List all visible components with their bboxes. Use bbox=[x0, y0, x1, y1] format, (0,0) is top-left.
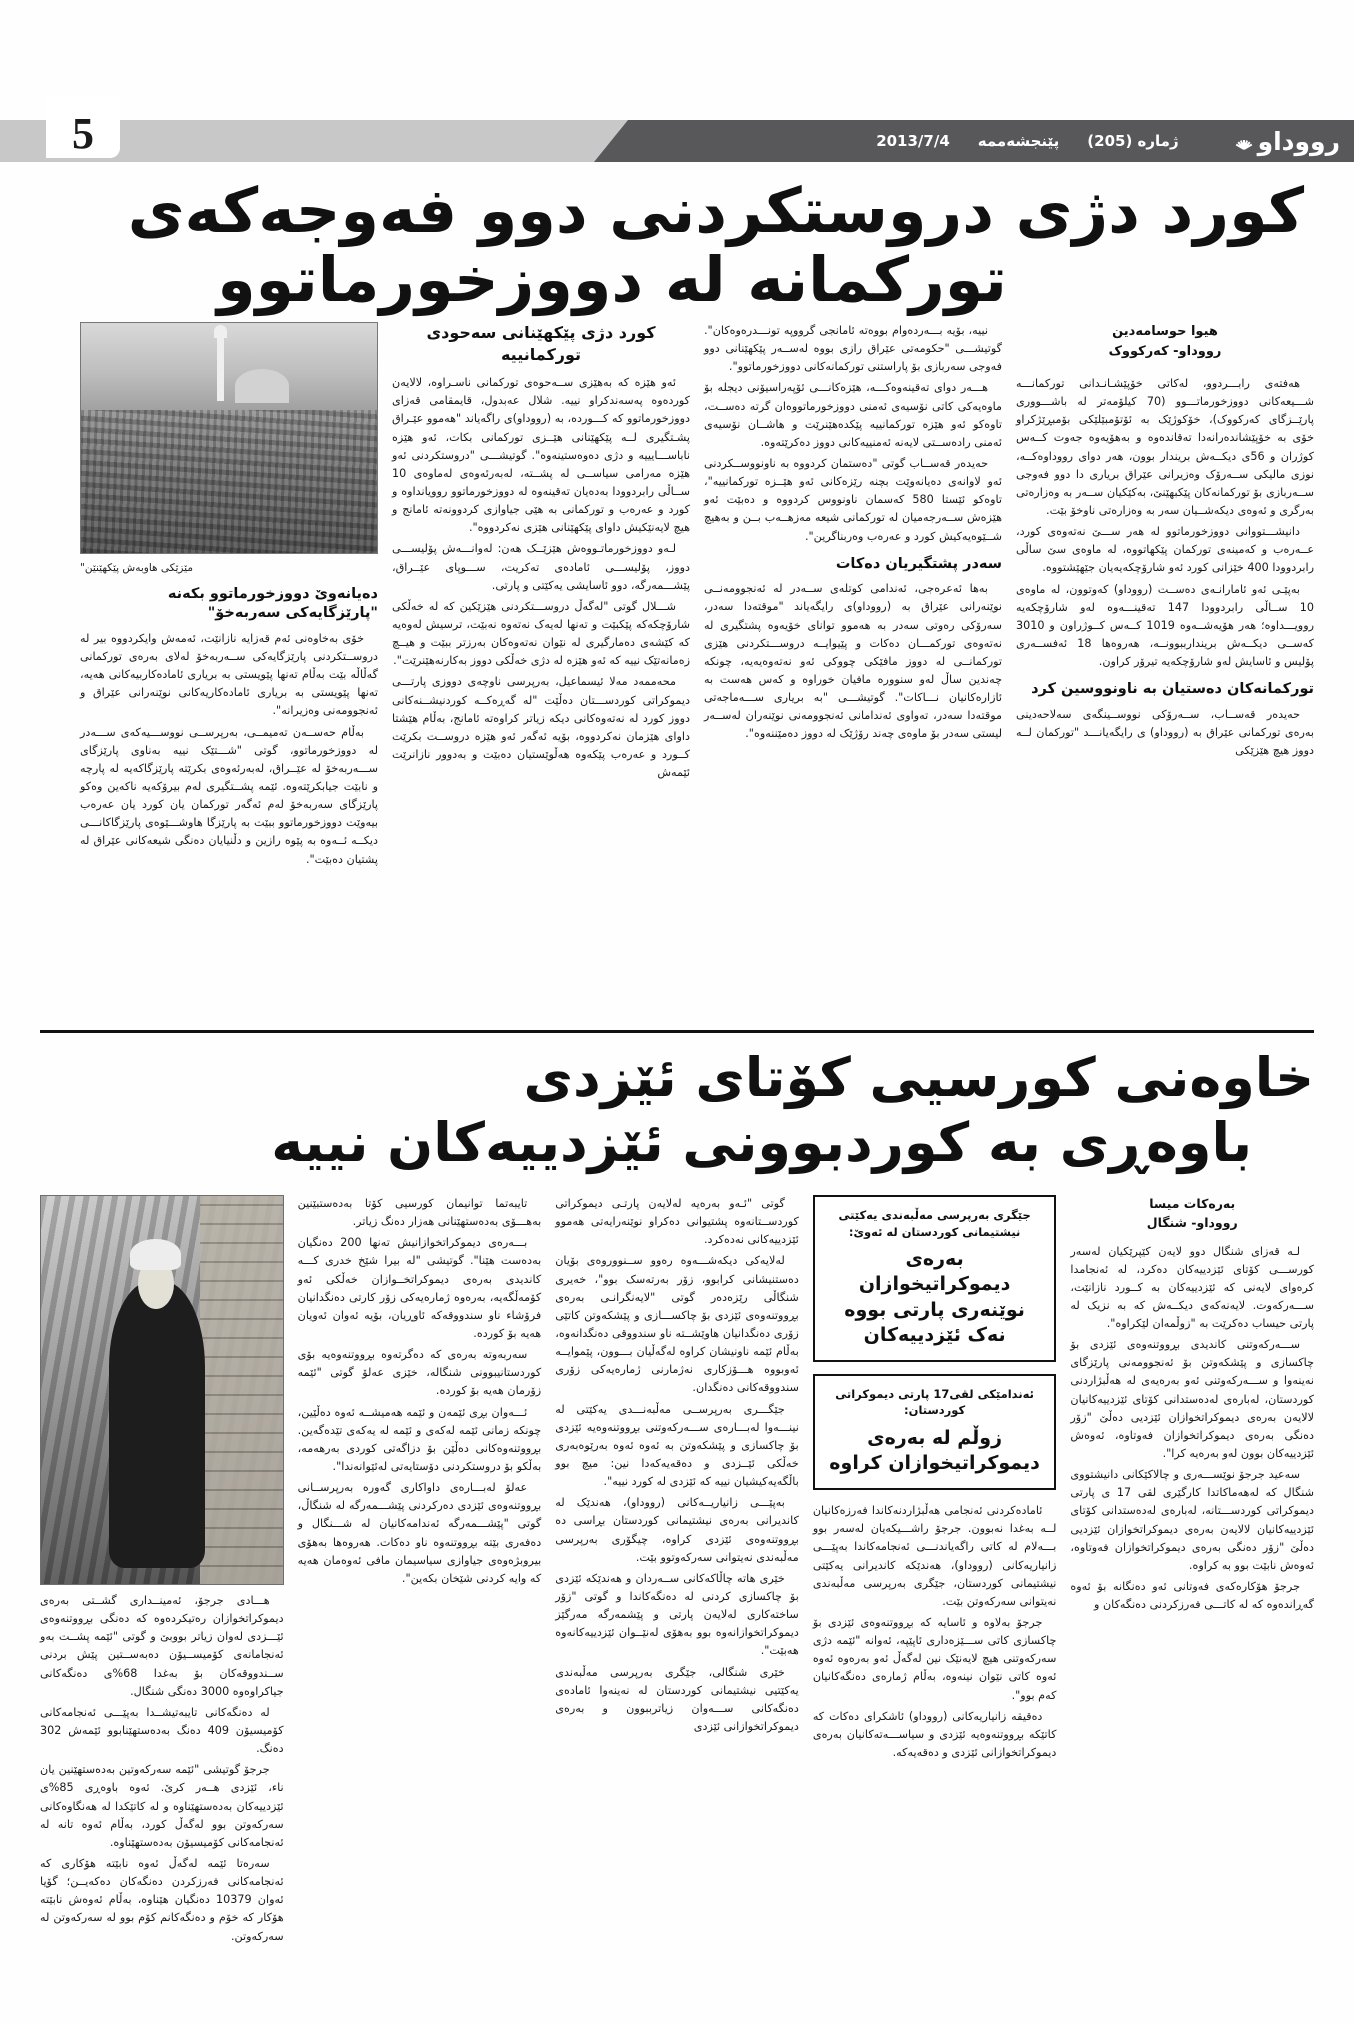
page-number-badge bbox=[46, 96, 120, 158]
article1-subhead-sadr: سەدر پشتگیریان دەکات bbox=[835, 555, 1002, 572]
paragraph: ئـــەوان بڕی ئێمەن و ئێمە ھەمیشــە ئەوە دەڵێین، چونکە زمانی ئێمە لەکەی و ئێمە لە یەکەی تێدەگەین. بڕووتنەوەکانی دەڵێن بۆ دزاگەتی کوردی بەرھەمە، بەڵکو بۆ دروستکردنی دۆستایەتی لەئێوانەندا". bbox=[297, 1405, 542, 1473]
paragraph: بەڵام حەســەن تەمیمــی، بەرپرســی نووســـیەکەی ســـەدر لە دووزخورماتوو، گوتی "شـــتێک نییە بەناوی پارێزگای ســـەربەخۆ لە عێــراق، لەبەرئەوەی بکرێتە پارێزگاکەیە لە پارچە و نابێت جیابکرێتەوە. ئێمە پشــتگیری لەم بیرۆکەیە ناکەین وەکو پارێزگای سەربەخۆ لەم ئەگەر تورکمان یان کورد یان عەرەب بیەوێت دووزخورماتوو ببێت بە پارێزگا ھاوشـــێوەی پارێزگاکانـــی دیکــە ئــەوە بە پێوە رازین و دڵنیایان دەنگی شیعەکانی عێراق لە پشتیان دەبێت". bbox=[80, 725, 378, 866]
paragraph: بەپێـی ئەو ئامارانـەی دەســت (رووداو) کەوتوون، لە ماوەی 10 ســاڵی رابردوودا 147 تەقینـــەوە لەو شارۆچکەیە روویـــداوە؛ ھەر ھۆیەشــەوە 1019 کــەس کــوژراون و 3010 کەســی دیکــەش بریندارببوونــە، ھەروەھا 18 ئەفســەری پۆلیس و ئاسایش لەو شارۆچکەیە تیرۆر کراون. bbox=[1016, 582, 1315, 669]
paragraph: لە دەنگەکانی تایبەتیشــدا بەپێـــی ئەنجامەکانی کۆمیسیۆن 409 دەنگ بەدەستهێنابوو ئێمەش 302 دەنگ. bbox=[40, 1705, 284, 1756]
paragraph: تایبەتما توانیمان کورسیی کۆتا بەدەستبێنین بەھـــۆی بەدەستهێنانی ھەزار دەنگ زیاتر. bbox=[297, 1197, 542, 1229]
paragraph: بـــەرەی دیموکراتخوازانیش تەنها 200 دەنگیان بەدەست هێنا". گوتیشی "لە بیرا شێخ خدری کـــە کاندیدی بەرەی دیموکراتخــوازان خەڵکی ئەو کۆمەڵگەیە، بەرەوە ژمارەیەکی زۆر کارتی دەنگدانیان فرۆشاء ناو سندووقەکە ئاوڕیان، بۆیە ئەوان ئەویان ھەیە بۆ کوردە. bbox=[297, 1236, 542, 1340]
paragraph: دانیشـــتووانی دووزخورماتوو لە ھەر ســـێ نەتەوەی کورد، عــەرەب و کەمینەی تورکمان پێکهاتووە، لە ماوەی سێ ساڵی رابردوودا 400 خێزانی کورد ئەو شارۆچکەیەیان جێهێشتووە. bbox=[1016, 525, 1314, 575]
paragraph: سەربەوتە بەرەی کە دەگرتەوە بڕووتنەوەیە بۆی کوردستانیبوونی شنگالە، خێزی عەلۆ گوتی "ئێمە زۆرمان ھەیە بۆ کوردە. bbox=[297, 1348, 542, 1398]
figure-turban-shape bbox=[130, 1239, 181, 1270]
paragraph: خۆی بەخاوەنی ئەم قەزایە نازانێت، ئەمەش وایکردووە بیر لە دروســتکردنی پارێزگایەکی ســەربەخۆ لەلای بەرەی تورکمانی گەڵاڵە بێت بەڵام تەنها پێویستی بە بریاری ئامادەکاربیەکانی ھەیە، تەنها پێویستی بە بریاری ئامادەکاریەکانی نوێنەرانی عێراق و ئەنجوومەنی وەزیرانە". bbox=[80, 631, 378, 718]
page-number: 5 bbox=[72, 109, 94, 158]
article1-col2-text bbox=[704, 322, 1002, 546]
article1-byline bbox=[1016, 322, 1314, 361]
article1-photo-caption: مێزێکی هاوبەش پێکهێنێن" bbox=[80, 562, 193, 574]
paragraph: حەیدەر قەســاب گوتی "دەستمان کردووە بە ناونووســکردنی ئەو لاوانەی دەیانەوێت بچنە رێزەکانی ئەو ھێــزە تورکمانییە"، تاوەکو ئێستا 580 کەسمان ناونووس کردووە و دەبێت ئەو ھێزەش ســەرجەمیان لە تورکمانی شیعە مەزھــەب بــن و بەھیچ شــێوەیەکیش کورد و عەرەب وەربناگرین". bbox=[704, 456, 1003, 543]
pullquote2-kicker: ئەندامێکی لقی17 پارتی دیموکراتی کوردستان: bbox=[835, 1386, 1034, 1418]
article1-subhead-province: دەیانەوێ دووزخورماتوو بکەنە "پارێزگایەکی سەربەخۆ" bbox=[167, 585, 378, 622]
article2-column-2 bbox=[813, 1195, 1057, 1949]
paragraph: لـەو دووزخورماتـووەش ھێزێــک ھەن: لەوانـــەش پۆلیســـی دووز، پۆلیســـی ئامادەی تەکریت، ســـوپای عێــراق، پێشـــمەرگە، دوو ئاسایشی یەکێتی و پارتی. bbox=[392, 542, 690, 592]
article2-headline-line2: باوەڕی بە کوردبوونی ئێزدییەکان نییە bbox=[271, 1110, 1252, 1174]
article1-subhead-registration: تورکمانەکان دەستیان بە ناونووسین کرد bbox=[1031, 681, 1314, 698]
byline-org: رووداو- شنگال bbox=[1146, 1214, 1238, 1230]
article1-headline-line2: تورکمانە لە دووزخورماتوو bbox=[217, 243, 1007, 317]
paragraph: ســـەرکەوتنی کاندیدی بڕووتنەوەی ئێزدی بۆ چاکسازی و پێشکەوتن بۆ ئەنجوومەنی پارێزگای نەینەوا و ســـەرکەوتنی ئەو بەرەیەی لە ھەڵبژاردنی کوردستان، لەبارەی لەدەستدانی کۆتای ئێزدییەکانیان لالایەن بەرەی دیموکراتخوازان ئێزدیی دەڵێ "زۆر دەنگی بەرەی دیموکراتخوازان فەوتاوە، ئەوەش ئێزدییەکان بوون لەو بەرەیە کرا". bbox=[1070, 1338, 1314, 1461]
article1-body bbox=[40, 322, 1315, 866]
paragraph: سەعید جرجۆ نوێســـەری و چالاکێکانی دانیشتووی شنگال کە لەھەماکاتدا کارگێری لقی 17 ی پارتی دیموکراتی کوردســـتانە، لەبارەی لەدەستدانی کۆتای ئێزدییەکانیان لالایەن بەرەی دیموکراتخوازان ئێزدیی دەڵێ "زۆر دەنگی بەرەی دیموکراتخوازان فەوتاوە، ئەوەش نابێت بوو بە کراوە. bbox=[1070, 1468, 1314, 1572]
article2-column-5 bbox=[40, 1195, 284, 1949]
article1-col3-heading: کورد دژی پێکهێنانی سەحودی تورکمانییە bbox=[426, 323, 656, 364]
paragraph: بەپێـــی زانیاریــەکانی (رووداو)، ھەندێک لە کاندیرانی بەرەی نیشتیمانی کوردستان بڕاسی دە بڕووتنەوەی ئێزدی کراوە، چیگۆری بەرپرسی مەڵبەندی نەیتوانی سەرکەوتوو بێت. bbox=[555, 1496, 799, 1564]
issue-number: ژماره (205) bbox=[1087, 132, 1179, 150]
paragraph: هەفتەی رابـــردوو، لەکاتی خۆپێشـانـدانی تورکمانـــە شـــیعەکانی دووزخورماتـــوو (70 کیلۆمەتر لە باشـــووری پارێــزگای کەرکووک)، خۆکوژێک بە ئۆتۆمبێلێکی بۆمبڕێژکراو خۆی بە خۆپێشاندەرانەدا تەقاندەوە و بەهۆیەوە جەوت کــەس کوژران و 56ی دیکــەش بریندار بوون، ھەر دوای رووداوەکــە، نوزی مالیکی ســەرۆک وەزیرانی عێراق بریاری دا دوو فەوجی ســەربازی بۆ تورکمانەکان پێکبهێنێ، بەکێکیان ســەر بە وەزارەتی بەرگری و ئەوەی دیکەشــیان سەر بە وەزارەتی ناوخۆ بێت. bbox=[1016, 377, 1314, 517]
brand-name: رووداو bbox=[1257, 126, 1340, 156]
paragraph: ھـــەر دوای تەقینەوەکـــە، ھێزەکانـــی ئۆپەراسیۆنی دیجلە بۆ ماوەیەکی کاتی نۆسیەی ئەمنی دووزخورماتووەان گرتە دەســت، تاوەکو ئەو ھێزە تورکمانییە پێکدەھێنرێت و ھاشــان نۆسیەی ئەمنی رادەســتی لایەنە ئەمنییەکانی دووز دەکرێتەوە. bbox=[704, 381, 1002, 449]
wall-background bbox=[200, 1196, 282, 1584]
article1-col3-text bbox=[392, 374, 690, 782]
article2-headline bbox=[40, 1046, 1314, 1176]
paragraph: عەلۆ لەبـــارەی داواکاری گەورە بەرپرســانی بڕووتنەوەی ئێزدی دەرکردنی پێشـــمەرگە لە شنگاڵ، گوتی "پێشـــمەرگە ئەندامەکانیان لە شـــنگال و دەفەری بێتە بڕووتنەوە ناو دەکات. ھەروەھا بەھۆی بیروبژەوەی جیاوازی سیاسیمان مافی ئەوەمان ھەیە کە وایە کردنی شێخان بکەین". bbox=[297, 1481, 542, 1585]
article2-byline bbox=[1070, 1195, 1314, 1233]
paragraph: شـــلال گوتی "لەگەڵ دروســـتکردنی ھێزێکین کە لە خەڵکی شارۆچکەکە پێکبێت و تەنها لەیەک نەتەوە نەبێت، ترسیش لەوەیە کە کێشەی دەمارگیری لە نێوان نەتەوەکان بەرزتر ببێت و ھیــچ زەمانەتێک نییە کە ئەو ھێزە لە دژی خەڵکی دووز بەکارنەھێنرێت". bbox=[392, 599, 690, 668]
paragraph: سەرەتا ئێمە لەگەڵ ئەوە نابێتە ھۆکاری کە ئەنجامەکانی فەرزکردن دەنگەکان دەکەیــن؛ گۆیا ئەوان 10379 دەنگیان ھێناوە، بەڵام ئەوەش نابێتە ھۆکار کە خۆم و دەنگەکانم کۆم بوو لە سەرکەوتن لە سەرکەوتن. bbox=[40, 1856, 284, 1943]
article2-col4-text bbox=[298, 1195, 542, 1588]
paragraph: جرجۆ بەلاوە و ئاسایە کە بڕووتنەوەی ئێزدی بۆ چاکسازی کاتی ســـێزەداری ئاپێپە، ئەوانە "ئێمە دژی سەرکەوتنی ھیچ لایەنێک نین لەگەڵ ئەو بەرەوە ئەوە ئەوە کاتی نێوان نینەوە، بەڵام ژمارەی دەنگەکانیان کەم بوو". bbox=[812, 1616, 1057, 1702]
paragraph: ئەو ھێزە کە بەھێزی ســەحوەی تورکمانی ناسـراوە، لالایەن کوردەوە پەسەندکراو نییە. شلال عەبدول، قایمقامی قەزای دووزخورماتوو کە کـــوردە، بە (رووداو)ی راگەیاند "ھەموو عێـراق پشـتگیری لــە پێکهێنانی ھێــزی تورکمانی بکات، ئەو ھێزە ناباســـایییە و دژی دەوەستینەوە". گوتیشـــی "دروستکردنی ئەو ھێزە مەرامی سیاســی لە پشــتە، لەبەرئەوەی لەماوەی 10 ســاڵی رابردوودا بەدەیان تەقینەوە لە دووزخورماتوو روویانداوە و کورد و عەرەب و تورکمانی بە ھێی جیاوازی کردوونەتە ئامانج و ھیچ لایەنێکیش داوای پێکھێنانی ھێزی نەکردووە". bbox=[392, 376, 690, 535]
article1-headline-line1: کورد دژی دروستکردنی دوو فەوجەکەی bbox=[127, 174, 1304, 247]
article2-col5-text bbox=[40, 1592, 284, 1946]
paragraph: حەیدەر قەســاب، ســەرۆکی نووســینگەی سەلاحەدینی بەرەی تورکمانی عێراق بە (رووداو) ی رایگەیانـــد "تورکمان لــە دووز ھیچ ھێزێکی bbox=[1016, 707, 1314, 758]
masthead-content bbox=[594, 120, 1354, 162]
paragraph: دەقیقە زانیاریەکانی (رووداو) ئاشکرای دەکات کە کاتێکە بڕووتنەوەیە ئێزدی و سیاســـەتەکانیان بەرەی دیموکراتخوازانی ئێزدی و دەقەیەکە. bbox=[812, 1709, 1057, 1759]
paragraph: محەممەد مەلا ئیسماعیل، بەرپرسی ناوچەی دووزی پارتـــی دیموکراتی کوردســـتان دەڵێت "لە گەڕەکــە کوردنیشــنەکانی دووز کورد لە نەتەوەکانی دیکە زیاتر کراوەتە ئامانج، بەڵام ھێشتا داوای ھێزمان نەکردووە، بۆیە ئەگەر ئەو ھێزە دروســت بکرێت کــورد و عەرەب پێکەوە ھەڵوێستیان دەبێت و بەدوور نازانرێت ئێمەش bbox=[392, 675, 690, 780]
paragraph: جرجۆ ھۆکارەکەی فەوتانی ئەو دەنگانە بۆ ئەوە گەڕاندەوە کە لە کاتـــی فەرزکردنی دەنگەکان و bbox=[1070, 1580, 1314, 1612]
article2-column-1 bbox=[1070, 1195, 1314, 1949]
article1-col2-text-2 bbox=[704, 580, 1002, 743]
publication-date: 2013/7/4 bbox=[876, 132, 950, 150]
paragraph: ھـــادی جرجۆ، ئەمینــداری گشــتی بەرەی دیموکراتخوازان رەتیکردەوە کە دەنگی بڕووتنەوەی ئێـــزدی لەوان زیاتر بووبێ و گوتی "ئێمە پشــت بەو ئەنجامانەی کۆمیســیۆن دەبەســتین پێش بردنی ســندووقەکان بۆ بەغدا 68%ی دەنگەکانی جیاکراوەوە 3000 دەنگی شنگال. bbox=[40, 1594, 284, 1698]
article1-column-4 bbox=[80, 322, 378, 866]
byline-author: هیوا حوسامەدین bbox=[1112, 324, 1218, 339]
paragraph: نییە، بۆیە بـــەردەوام بووەتە ئامانجی گرووپە تونـــدرەوەکان". گوتیشـــی "حکومەتی عێراق رازی بووە لەســەر پێکهێنانی دوو فەوجی سەربازی بۆ پاراستنی تورکمانەکانی دووزخورماتوو". bbox=[704, 324, 1002, 374]
dome-shape bbox=[235, 369, 289, 403]
article1-headline bbox=[40, 176, 1314, 315]
article1-col4-text bbox=[80, 630, 378, 869]
article1-col1-text bbox=[1016, 375, 1314, 671]
article2-column-3 bbox=[555, 1195, 799, 1949]
paragraph: خێری ھاتە چاڵاکەکانی ســەردان و هەندێکە ئێزدی بۆ چاکسازی کردنی لە دەنگەکاندا و گوتی "زۆر ساختەکاری لەلایەن پارتی و پێشمەرگە مەرگێز دیموکراتخوازانەوە بوو بەھۆی لەنێــوان ئێزدییەکانەوە ھەبێت". bbox=[555, 1571, 799, 1658]
article1-column-3 bbox=[392, 322, 690, 822]
byline-org: رووداو- کەرکووک bbox=[1108, 343, 1222, 359]
article2-pullquote-box-1 bbox=[813, 1195, 1057, 1362]
paragraph: ئامادەکردنی ئەنجامی ھەڵبژاردنەکاندا فەرزەکانیان لــە بەغدا نەبوون. جرجۆ راشـــیکەیان لەسەر بوو بـــەلام لە کاتی راگەیاندنـــی ئەنجامەکاندا بەپێـــی زانیاریەکانی (رووداو)، ھەندێکە کاندیرانی یەکێتی نیشتیمانی کوردستان، جێگری بەرپرسی مەڵبەندی نەیتوانی سەرکەوتن بێت. bbox=[812, 1504, 1057, 1608]
paragraph: بەھا ئەعرەجی، ئەندامی کوتلەی ســەدر لە ئەنجوومەنــی نوێنەرانی عێراق بە (رووداو)ی رایگەیاند "موقتەدا سەدر، سەرۆکی رەوتی سەدر بە ھەموو توانای خۆیەوە پشتگیری لە نەتەوەی تورکمـــان دەکات و پێیوایــە دروســـتکردنی ھێزی تورکمانــی لە دووز مافێکی چووکی ئەو نەتەوەیەیە، چونکە چەندین ساڵ لەو سنوورە مافیان خوراوە و کەس ھەست بە ئازارەکانیان نـــاکات". گوتیشـــی "بە بریاری ســـەماجەتی موقتەدا سەدر، تەواوی ئەندامانی ئەنجوومەنی نوێنەران لەســەر لیستی سەدر بۆ ماوەی چەند رۆژێک لە دووز دەمێننەوە". bbox=[704, 582, 1002, 741]
paragraph: لەلایەکی دیکەشـــەوە رەوو ســنووروەی بۆیان دەستنیشانی کرابوو، زۆر بەرتەسک بوو"، خەیری شنگاڵی رێزەدەر گوتی "لایەنگرانـی بەرەی بڕووتنەوەی ئێزدی بۆ چاکســـازی و پێشکەوتن کاتێی زۆری دەنگدانیان ھاوێشــتە ناو سندووقی دەنگدانەوە، بەڵام ئێمە ناونیشان کراوە لەگەڵیان بـــوون، پێموایــە ئەوبووە ھـــۆزکاری نەژمارنی ژمارەیەکی زۆری سندووقەکانی دەنگدان. bbox=[555, 1254, 799, 1395]
article1-photo-duzkhurmatu bbox=[80, 322, 378, 554]
article2-col1-text bbox=[1070, 1243, 1314, 1615]
article1-col1-text-2 bbox=[1016, 706, 1314, 760]
paragraph: گوتی "ئـەو بەرەیە لەلایەن پارتـی دیموکراتی کوردســتانەوە پشتیوانی دەکراو نوێنەرایەتی ھەموو ئێزدییەکانی نەدەکرد. bbox=[555, 1197, 799, 1247]
seated-figure-shape bbox=[109, 1281, 206, 1568]
article1-column-1 bbox=[1016, 322, 1314, 822]
byline-author: بەرەکات میسا bbox=[1149, 1196, 1236, 1211]
paragraph: خێری شنگالی، جێگری بەرپرسی مەڵبەندی یەکێتیی نیشتیمانی کوردستان لە نەینەوا ئامادەی دەنگەکانی ســـەوان زیاترببوون و بەرەی دیموکراتخوازانی ئێزدی bbox=[555, 1665, 799, 1733]
paragraph: جرجۆ گوتیشی "ئێمە سەرکەوتین بەدەستهێنین یان ناء، ئێزدی ھــەر کرێ. ئەوە باوەڕی 85%ی ئێزدییەکان بەدەستهێناوە و لە کاتێکدا لە ھەنگاوەکانی سەرکەوتن بوو لەگەڵ کورد، بەڵام ئەوە تانە لە ئەنجامەکانی کۆمیسیۆن بەدەستهێناوە. bbox=[40, 1763, 284, 1849]
minaret-shape bbox=[217, 335, 224, 401]
paragraph: لـە قەزای شنگال دوو لایەن کێپرێکیان لەسەر کورســـی کۆتای ئێزدییەکان دەکرد، لە ئەنجامدا کرەوای لایەنی کە ئێزدییەکان بە کــورد نازانێت، ســـەرکەوت. لایەنەکەی دیکــەش کە بە نزیک لە پارتی حیساب دەکرێت بە "زوڵمەان لێکراوە". bbox=[1070, 1244, 1314, 1331]
article2-headline-line1: خاوەنی کورسیی کۆتای ئێزدی bbox=[523, 1046, 1314, 1109]
article2-body bbox=[40, 1195, 1314, 1949]
pullquote1-text: بەرەی دیموکراتیخوازان نوێنەری پارتی بووە نەک ئێزدییەکان bbox=[844, 1248, 1025, 1346]
article2-col3-text bbox=[555, 1195, 799, 1736]
rudaw-logo[interactable] bbox=[1233, 128, 1340, 154]
article2-col2-text bbox=[813, 1502, 1057, 1762]
masthead bbox=[0, 120, 1354, 162]
pullquote2-text: زوڵم لە بەرەی دیموکراتیخوازان کراوە bbox=[829, 1427, 1040, 1475]
sunburst-icon bbox=[1233, 128, 1255, 154]
article1-column-2 bbox=[704, 322, 1002, 822]
article2-photo-yazidi-man bbox=[40, 1195, 284, 1585]
paragraph: جێگـــری بەرپرســی مەڵبەنـــدی یەکێتی لە نینـــەوا لەبـــارەی ســـەرکەوتنی بڕووتنەوەیە ئێزدی بۆ چاکسازی و پێشکەوتن بە ئەوە ئەوە بەرێوەبەری خەڵکی ئێــزدی و دەقەیەکەدا نین: میچ بوو باڵگەیەکیشیان نییە کە ئێزدی لە کورد نییە". bbox=[555, 1402, 799, 1489]
article2-pullquote-box-2 bbox=[813, 1374, 1057, 1491]
weekday-label: پێنجشەممە bbox=[977, 132, 1060, 150]
section-divider bbox=[40, 1030, 1314, 1033]
article2-column-4 bbox=[298, 1195, 542, 1949]
pullquote1-kicker: جێگری بەرپرسی مەڵبەندی یەکێتی نیشتیمانی کوردستان لە ئەوێ: bbox=[838, 1208, 1031, 1239]
